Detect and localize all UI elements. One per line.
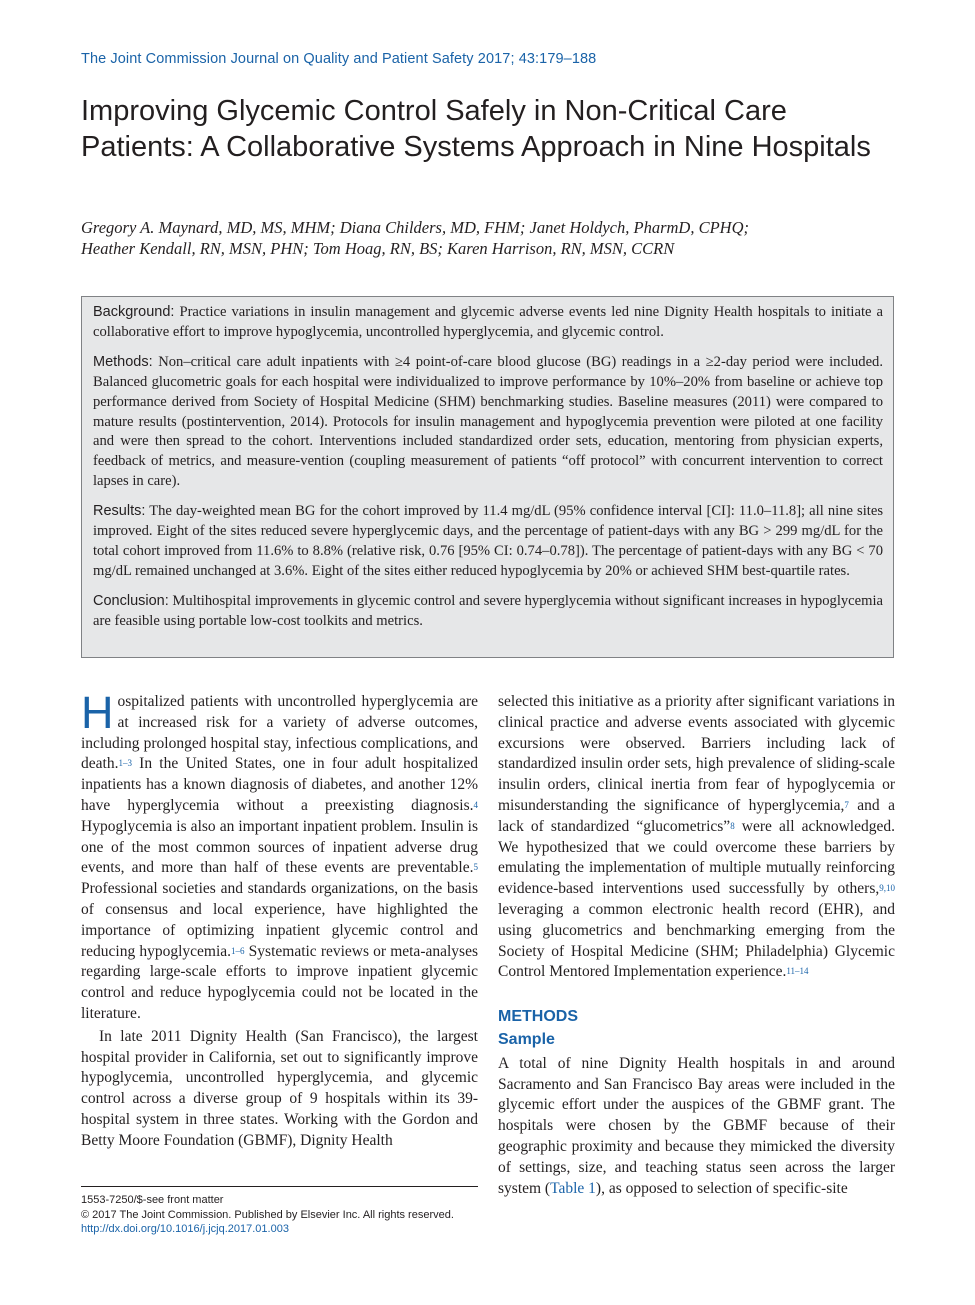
citation-link[interactable]: 5 [473,862,478,873]
sample-subheading: Sample [498,1030,555,1048]
initiative-text-d: leveraging a common electronic health record (EHR), and using glucometrics and benchmarking emerging from the Society of Hospital Medicine (SHM; Philadelphia) Glycemic Control Mentored Implementation experience. [498,900,895,981]
article-title: Improving Glycemic Control Safely in Non-Critical Care Patients: A Collaborative Systems Approach in Nine Hospitals [81,95,871,163]
abstract-conclusion [93,592,883,632]
citation-link[interactable]: 7 [844,799,849,810]
sample-text-a: A total of nine Dignity Health hospitals in and around Sacramento and San Francisco Bay areas were included in the glycemic effort under the auspices of the GBMF grant. The hospitals were chosen by the GBMF because of their geographic proximity and because they mimicked the diversity of settings, size, and teaching status seen across the larger system ( [498,1054,895,1197]
drop-cap: H [81,687,114,738]
abstract-box [81,296,894,658]
intro-text-d: Professional societies and standards organizations, on the basis of consensus and local experience, have highlighted the importance of optimizing inpatient glycemic control and reducing hypoglycemia. [81,880,478,960]
results-text: The day-weighted mean BG for the cohort improved by 11.4 mg/dL (95% confidence interval [CI]: 11.0–11.8]; all nine sites improved. Eight of the sites reduced severe hyperglycemic days, and the percentage of patient-days with any BG > 299 mg/dL for the total cohort improved from 11.6% to 8.8% (relative risk, 0.76 [95% CI: 0.74–0.78]). The percentage of patient-days with any BG < 70 mg/dL remained unchanged at 3.6%. Eight of the sites either reduced hypoglycemia by 20% or achieved SHM best-quartile rates. [93,503,883,579]
intro-text-e: Systematic reviews or meta-analyses regarding large-scale efforts to improve inpatient glycemic control and reduce hypoglycemia could not be located in the literature. [81,942,478,1022]
journal-citation[interactable]: The Joint Commission Journal on Quality and Patient Safety 2017; 43:179–188 [81,51,597,67]
methods-text: Non–critical care adult inpatients with ≥4 point-of-care blood glucose (BG) readings in a ≥2-day period were included. Balanced glucometric goals for each hospital were individualized to improve performance by 10%–20% from baseline or achieve top performance derived from Society of Hospital Medicine (SHM) benchmarking studies. Baseline measures (2011) were compared to mature results (postintervention, 2014). Protocols for insulin management and hypoglycemia prevention were piloted at one facility and were then spread to the cohort. Interventions included standardized order sets, education, mentoring from physician experts, feedback of metrics, and measure-vention (coupling measurement of patients “off protocol” with concurrent intervention to correct lapses in care). [93,353,883,490]
methods-section-heading: METHODS [498,1008,578,1026]
conclusion-heading: Conclusion: [93,592,169,609]
intro-text-c: Hypoglycemia is also an important inpatient problem. Insulin is one of the most common sources of inpatient adverse drug events, and more than half of these events are preventable. [81,817,478,877]
sample-paragraph [498,1054,895,1200]
doi-link[interactable]: http://dx.doi.org/10.1016/j.jcjq.2017.01.003 [81,1223,289,1235]
copyright-line: © 2017 The Joint Commission. Published by Elsevier Inc. All rights reserved. [81,1208,454,1221]
issn-line: 1553-7250/$-see front matter [81,1194,224,1206]
citation-link[interactable]: 11–14 [786,966,809,977]
intro-text-b: In the United States, one in four adult hospitalized inpatients has a known diagnosis of diabetes, and another 12% have hyperglycemia without a preexisting diagnosis. [81,755,478,814]
abstract-methods [93,353,883,492]
body-column-left [81,687,478,1152]
initiative-text-c: were all acknowledged. We hypothesized that we could overcome these barriers by emulating the implementation of multiple mutually reinforcing evidence-based interventions used successfully by others, [498,817,895,898]
initiative-paragraph [498,692,895,983]
citation-link[interactable]: 1–3 [118,758,132,769]
intro-paragraph [81,687,478,1025]
citation-link[interactable]: 1–6 [231,945,245,956]
conclusion-text: Multihospital improvements in glycemic control and severe hyperglycemia without significant increases in hypoglycemia are feasible using portable low-cost toolkits and metrics. [93,592,884,629]
intro-text-a: ospitalized patients with uncontrolled hyperglycemia are at increased risk for a variety of adverse outcomes, including prolonged hospital stay, infectious complications, and death. [81,693,478,773]
dignity-paragraph: In late 2011 Dignity Health (San Francisco), the largest hospital provider in California, set out to significantly improve hypoglycemia, uncontrolled hyperglycemia, and glycemic control across a diverse group of 9 hospitals within its 39-hospital system in three states. Working with the Gordon and Betty Moore Foundation (GBMF), Dignity Health [81,1027,478,1149]
abstract-results [93,502,883,582]
citation-link[interactable]: 9,10 [879,883,895,894]
author-line-1: Gregory A. Maynard, MD, MS, MHM; Diana Childers, MD, FHM; Janet Holdych, PharmD, CPHQ; [81,218,749,237]
abstract-background [93,303,883,343]
background-heading: Background: [93,304,175,320]
footer-notes [81,1186,478,1237]
author-list [81,217,901,259]
initiative-text-a: selected this initiative as a priority after significant variations in clinical practice and adverse events associated with glycemic excursions were observed. Barriers including lack of standardized insulin order sets, high prevalence of sliding-scale insulin orders, clinical inertia from fear of hypoglycemia or misunderstanding the significance of hyperglycemia, [498,693,895,814]
body-column-right [498,692,895,1199]
citation-link[interactable]: 8 [730,820,735,831]
citation-link[interactable]: 4 [473,799,478,810]
author-line-2: Heather Kendall, RN, MSN, PHN; Tom Hoag, RN, BS; Karen Harrison, RN, MSN, CCRN [81,239,675,258]
background-text: Practice variations in insulin management and glycemic adverse events led nine Dignity Health hospitals to initiate a collaborative effort to improve hypoglycemia, uncontrolled hyperglycemia, and glycemic control. [93,304,883,340]
initiative-text-b: and a lack of standardized “glucometrics” [498,796,895,835]
table-1-link[interactable]: Table 1 [550,1179,596,1197]
results-heading: Results: [93,503,146,520]
methods-heading: Methods: [93,353,153,370]
sample-text-b: ), as opposed to selection of specific-site [595,1179,848,1197]
